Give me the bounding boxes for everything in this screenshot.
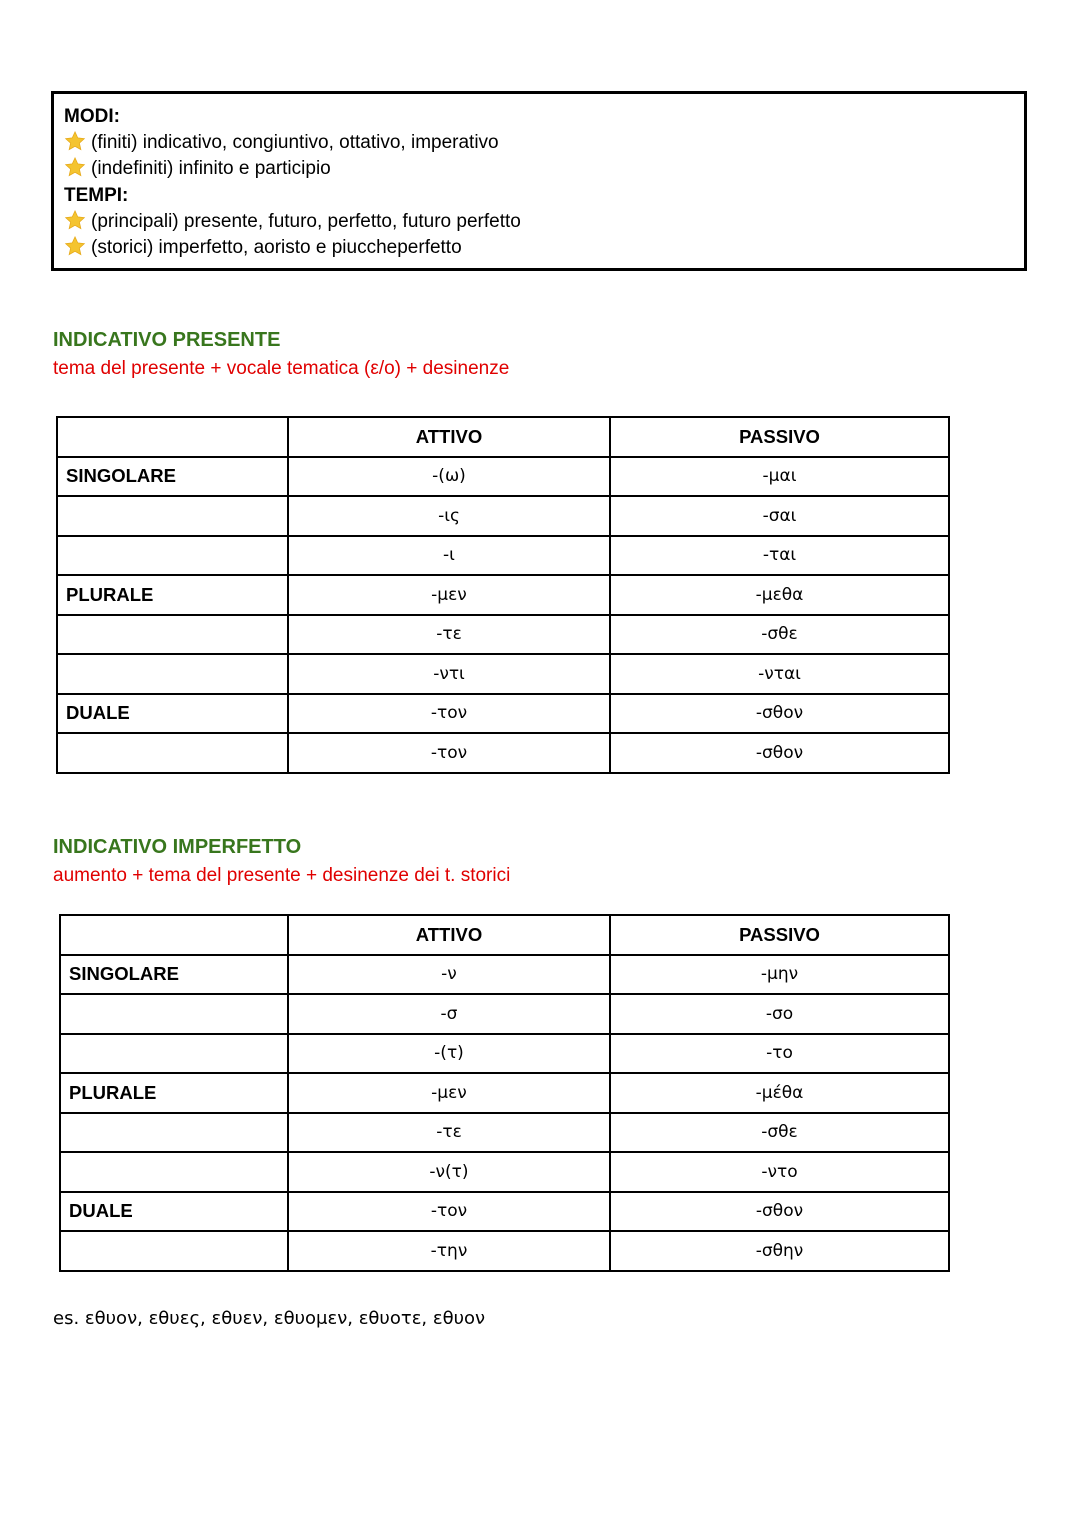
passivo-cell: -ντο bbox=[610, 1152, 949, 1192]
row-label bbox=[60, 994, 288, 1034]
table-row bbox=[60, 994, 949, 1034]
attivo-cell: -τε bbox=[288, 1113, 610, 1153]
tempi-heading: TEMPI: bbox=[64, 185, 129, 206]
table-row bbox=[60, 1113, 949, 1153]
passivo-cell: -μέθα bbox=[610, 1073, 949, 1113]
passivo-cell: -σθον bbox=[610, 1192, 949, 1232]
tempi-item bbox=[64, 235, 462, 261]
attivo-cell: -ν bbox=[288, 955, 610, 995]
star-icon bbox=[64, 209, 86, 231]
attivo-cell: -σ bbox=[288, 994, 610, 1034]
passivo-cell: -μην bbox=[610, 955, 949, 995]
passivo-cell: -σθον bbox=[610, 694, 949, 734]
table-header-row bbox=[57, 417, 949, 457]
passivo-cell: -μεθα bbox=[610, 575, 949, 615]
attivo-cell: -τε bbox=[288, 615, 610, 655]
row-label bbox=[60, 1231, 288, 1271]
passivo-cell: -σο bbox=[610, 994, 949, 1034]
imperfetto-table bbox=[59, 914, 950, 1272]
table-row bbox=[57, 457, 949, 497]
column-header bbox=[57, 417, 288, 457]
passivo-cell: -σθε bbox=[610, 1113, 949, 1153]
attivo-cell: -(ω) bbox=[288, 457, 610, 497]
modi-item bbox=[64, 156, 331, 182]
attivo-cell: -ντι bbox=[288, 654, 610, 694]
row-label: SINGOLARE bbox=[57, 457, 288, 497]
table-row bbox=[57, 694, 949, 734]
row-label bbox=[57, 615, 288, 655]
presente-subtitle: tema del presente + vocale tematica (ε/o) + desinenze bbox=[53, 358, 510, 379]
summary-box bbox=[51, 91, 1027, 271]
row-label bbox=[60, 1113, 288, 1153]
table-row bbox=[57, 733, 949, 773]
star-icon bbox=[64, 130, 86, 152]
column-header-attivo: ATTIVO bbox=[288, 915, 610, 955]
row-label: PLURALE bbox=[60, 1073, 288, 1113]
table-row bbox=[57, 615, 949, 655]
column-header bbox=[60, 915, 288, 955]
presente-title: INDICATIVO PRESENTE bbox=[53, 329, 281, 351]
attivo-cell: -(τ) bbox=[288, 1034, 610, 1074]
attivo-cell: -την bbox=[288, 1231, 610, 1271]
passivo-cell: -το bbox=[610, 1034, 949, 1074]
passivo-cell: -σθον bbox=[610, 733, 949, 773]
row-label: DUALE bbox=[60, 1192, 288, 1232]
table-row bbox=[60, 1231, 949, 1271]
presente-table bbox=[56, 416, 950, 774]
table-row bbox=[60, 1192, 949, 1232]
attivo-cell: -τον bbox=[288, 733, 610, 773]
imperfetto-title: INDICATIVO IMPERFETTO bbox=[53, 836, 302, 858]
tempi-item bbox=[64, 209, 521, 235]
passivo-cell: -νται bbox=[610, 654, 949, 694]
tempi-item-text: (principali) presente, futuro, perfetto, futuro perfetto bbox=[91, 211, 521, 232]
table-header-row bbox=[60, 915, 949, 955]
row-label bbox=[57, 654, 288, 694]
row-label: DUALE bbox=[57, 694, 288, 734]
table-row bbox=[60, 955, 949, 995]
attivo-cell: -τον bbox=[288, 694, 610, 734]
column-header-attivo: ATTIVO bbox=[288, 417, 610, 457]
table-row bbox=[60, 1034, 949, 1074]
passivo-cell: -σθην bbox=[610, 1231, 949, 1271]
row-label bbox=[60, 1034, 288, 1074]
star-icon bbox=[64, 235, 86, 257]
table-row bbox=[60, 1073, 949, 1113]
attivo-cell: -μεν bbox=[288, 1073, 610, 1113]
column-header-passivo: PASSIVO bbox=[610, 417, 949, 457]
table-row bbox=[60, 1152, 949, 1192]
passivo-cell: -σαι bbox=[610, 496, 949, 536]
row-label bbox=[57, 733, 288, 773]
row-label bbox=[57, 536, 288, 576]
tempi-item-text: (storici) imperfetto, aoristo e piuccheperfetto bbox=[91, 237, 462, 258]
row-label bbox=[57, 496, 288, 536]
passivo-cell: -ται bbox=[610, 536, 949, 576]
row-label: SINGOLARE bbox=[60, 955, 288, 995]
attivo-cell: -ις bbox=[288, 496, 610, 536]
table-row bbox=[57, 496, 949, 536]
passivo-cell: -μαι bbox=[610, 457, 949, 497]
row-label bbox=[60, 1152, 288, 1192]
attivo-cell: -μεν bbox=[288, 575, 610, 615]
modi-item-text: (indefiniti) infinito e participio bbox=[91, 158, 331, 179]
table-row bbox=[57, 654, 949, 694]
attivo-cell: -ι bbox=[288, 536, 610, 576]
column-header-passivo: PASSIVO bbox=[610, 915, 949, 955]
modi-item-text: (finiti) indicativo, congiuntivo, ottativo, imperativo bbox=[91, 132, 499, 153]
table-row bbox=[57, 575, 949, 615]
passivo-cell: -σθε bbox=[610, 615, 949, 655]
modi-heading: MODI: bbox=[64, 106, 120, 127]
imperfetto-subtitle: aumento + tema del presente + desinenze dei t. storici bbox=[53, 865, 511, 886]
attivo-cell: -τον bbox=[288, 1192, 610, 1232]
example-text: es. εθυον, εθυες, εθυεν, εθυομεν, εθυοτε, εθυον bbox=[53, 1308, 486, 1329]
table-row bbox=[57, 536, 949, 576]
modi-item bbox=[64, 130, 499, 156]
row-label: PLURALE bbox=[57, 575, 288, 615]
attivo-cell: -ν(τ) bbox=[288, 1152, 610, 1192]
star-icon bbox=[64, 156, 86, 178]
